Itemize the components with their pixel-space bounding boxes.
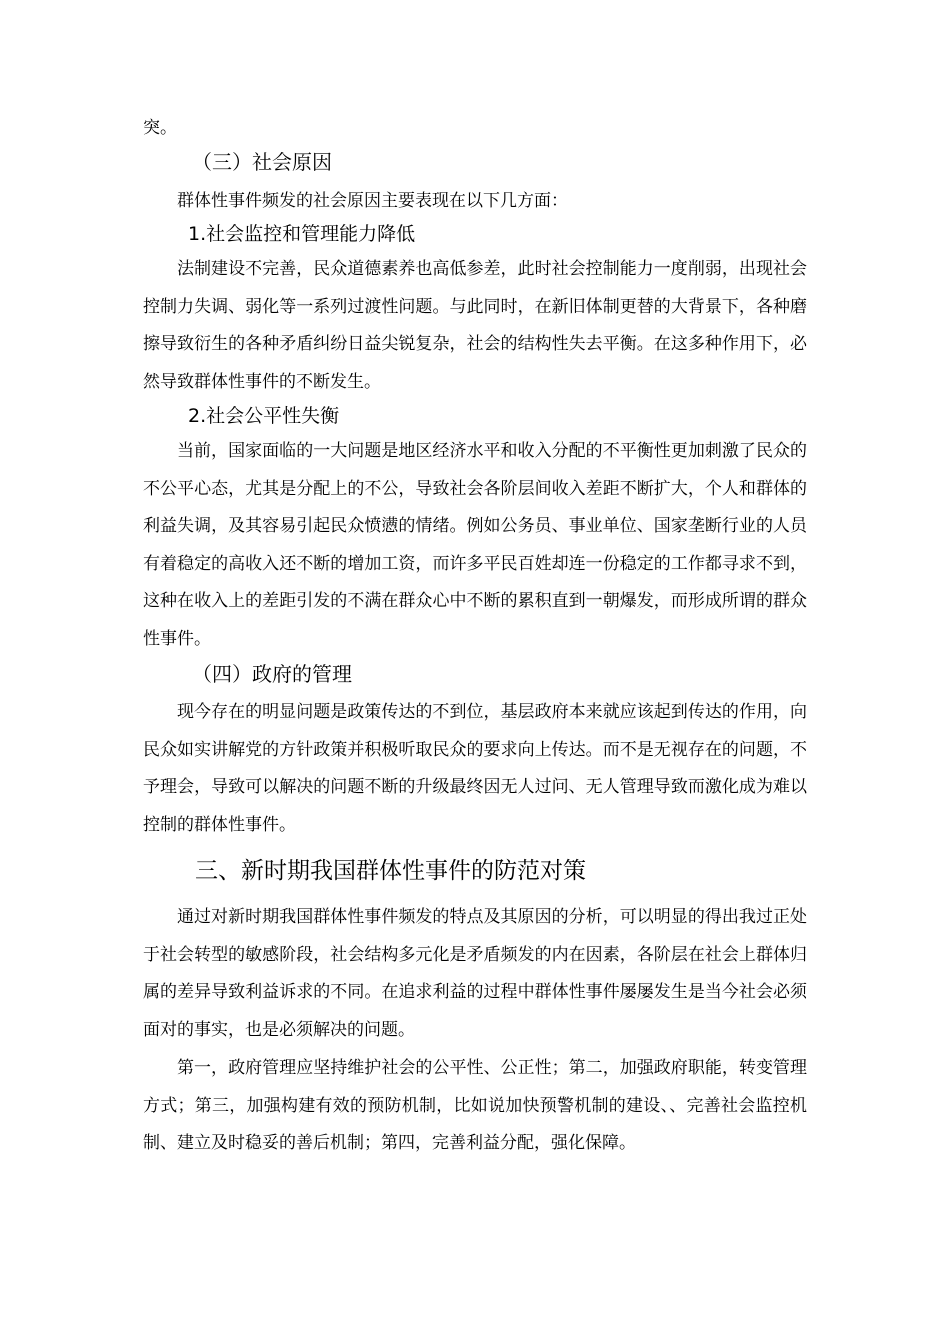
paragraph-measures: 第一，政府管理应坚持维护社会的公平性、公正性；第二，加强政府职能，转变管理方式；第三，加强构建有效的预防机制，比如说加快预警机制的建设、、完善社会监控机制、建立及时稳妥的善后机制；第四，完善利益分配，强化保障。 bbox=[143, 1058, 807, 1153]
chapter-heading-countermeasures: 三、新时期我国群体性事件的防范对策 bbox=[195, 858, 586, 884]
section-intro: 群体性事件频发的社会原因主要表现在以下几方面： bbox=[177, 191, 568, 211]
section-heading-government: （四）政府的管理 bbox=[192, 662, 352, 686]
paragraph-analysis: 通过对新时期我国群体性事件频发的特点及其原因的分析，可以明显的得出我过正处于社会转型的敏感阶段，社会结构多元化是矛盾频发的内在因素，各阶层在社会上群体归属的差异导致利益诉求的不同。在追求利益的过程中群体性事件屡屡发生是当今社会必须面对的事实，也是必须解决的问题。 bbox=[143, 907, 807, 1040]
subheading-fairness: 2.社会公平性失衡 bbox=[188, 405, 340, 427]
continuation-text: 突。 bbox=[143, 118, 177, 138]
paragraph-monitoring: 法制建设不完善，民众道德素养也高低参差，此时社会控制能力一度削弱，出现社会控制力失调、弱化等一系列过渡性问题。与此同时，在新旧体制更替的大背景下，各种磨擦导致衍生的各种矛盾纠纷日益尖锐复杂，社会的结构性失去平衡。在这多种作用下，必然导致群体性事件的不断发生。 bbox=[143, 259, 807, 392]
subheading-monitoring: 1.社会监控和管理能力降低 bbox=[188, 223, 416, 245]
paragraph-fairness: 当前，国家面临的一大问题是地区经济水平和收入分配的不平衡性更加刺激了民众的不公平心态，尤其是分配上的不公，导致社会各阶层间收入差距不断扩大，个人和群体的利益失调，及其容易引起民众愤懑的情绪。例如公务员、事业单位、国家垄断行业的人员有着稳定的高收入还不断的增加工资，而许多平民百姓却连一份稳定的工作都寻求不到，这种在收入上的差距引发的不满在群众心中不断的累积直到一朝爆发，而形成所谓的群众性事件。 bbox=[143, 441, 807, 649]
paragraph-government: 现今存在的明显问题是政策传达的不到位，基层政府本来就应该起到传达的作用，向民众如实讲解党的方针政策并积极听取民众的要求向上传达。而不是无视存在的问题，不予理会，导致可以解决的问题不断的升级最终因无人过问、无人管理导致而激化成为难以控制的群体性事件。 bbox=[143, 702, 807, 835]
section-heading-social-causes: （三）社会原因 bbox=[192, 150, 332, 174]
